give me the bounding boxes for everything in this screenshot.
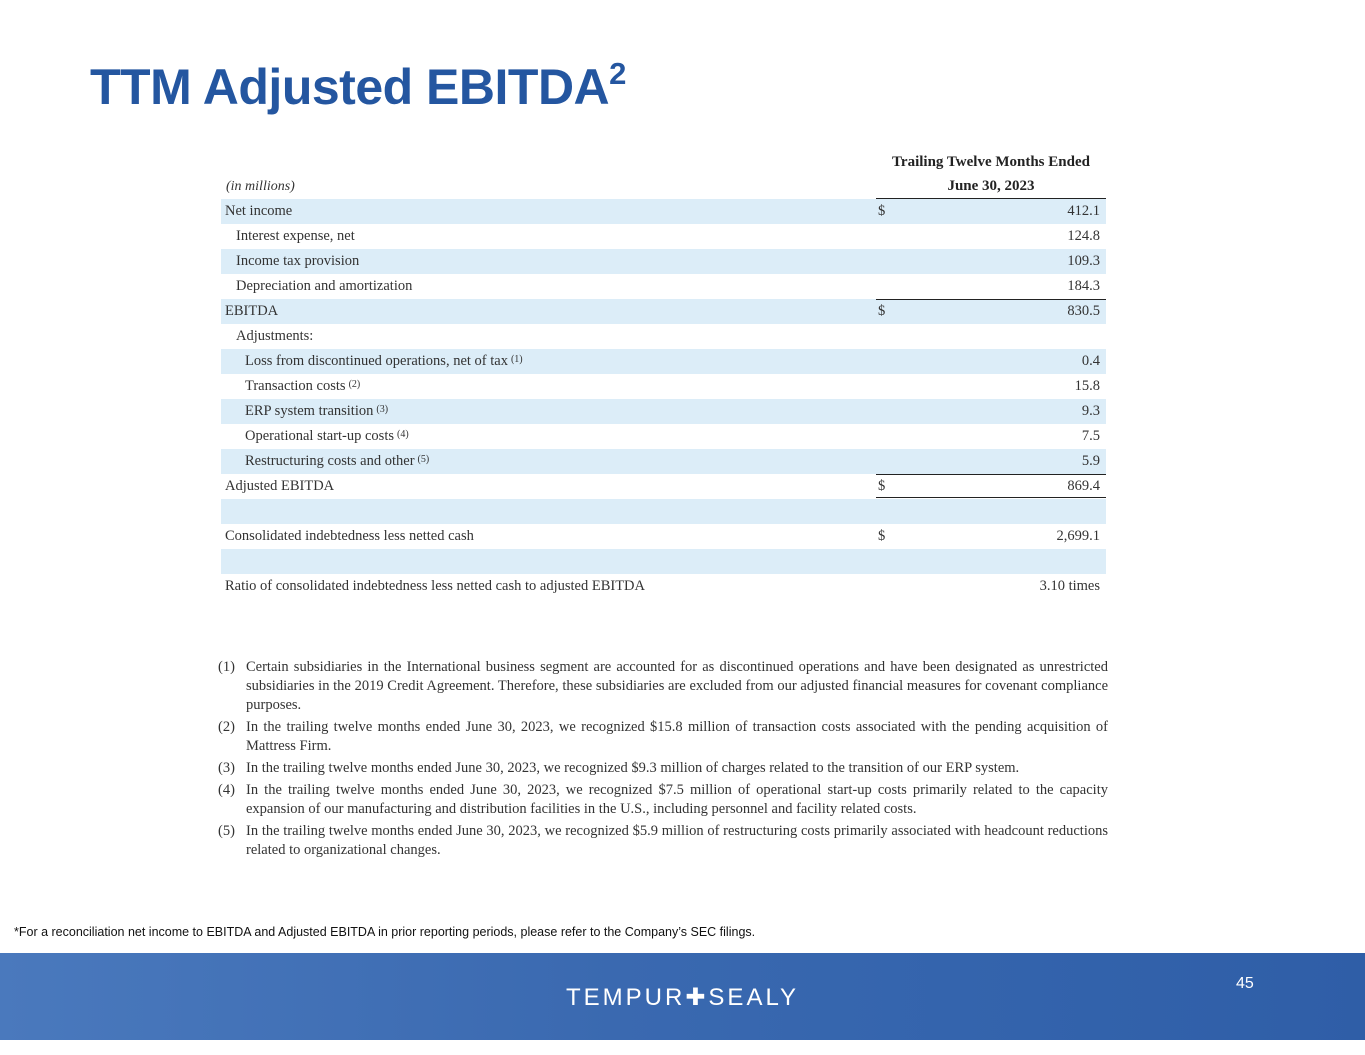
footnote-number: (1)	[218, 659, 235, 675]
logo-text-left: TEMPUR	[565, 984, 686, 1011]
table-row-ebitda	[221, 299, 1106, 324]
footnote-text: In the trailing twelve months ended June 30, 2023, we recognized $5.9 million of restructuring costs primarily associated with headcount reductions related to organizational changes.	[246, 823, 1108, 858]
footnote-item	[218, 822, 1108, 860]
row-label: Depreciation and amortization	[236, 278, 413, 294]
footnote-number: (4)	[218, 782, 235, 798]
table-row-transaction	[221, 374, 1106, 399]
footnote-item	[218, 781, 1108, 819]
total-rule-1	[876, 497, 1106, 498]
row-label: Ratio of consolidated indebtedness less netted cash to adjusted EBITDA	[225, 578, 646, 594]
row-value: 184.3	[1067, 278, 1100, 294]
row-label: Adjusted EBITDA	[225, 478, 335, 494]
footnote-text: In the trailing twelve months ended June 30, 2023, we recognized $7.5 million of operational start-up costs primarily related to the capacity expansion of our manufacturing and distribution facilities in the U.S., including personnel and facility related costs.	[246, 782, 1108, 817]
currency-symbol: $	[878, 528, 886, 544]
row-value: 109.3	[1067, 253, 1100, 269]
logo-text-right: SEALY	[708, 984, 800, 1011]
row-label-text: Transaction costs	[245, 378, 346, 394]
footnote-ref: (4)	[397, 429, 409, 440]
table-row-interest	[221, 224, 1106, 249]
footnotes	[218, 658, 1108, 863]
row-label: Adjustments:	[236, 328, 314, 344]
table-row-adjusted-ebitda	[221, 474, 1106, 499]
page-title	[90, 56, 626, 115]
row-label: Consolidated indebtedness less netted cash	[225, 528, 474, 544]
column-header-date: June 30, 2023	[876, 178, 1106, 199]
footnote-number: (3)	[218, 760, 235, 776]
currency-symbol: $	[878, 203, 886, 219]
row-value: 15.8	[1074, 378, 1100, 394]
row-label	[245, 403, 388, 420]
subtotal-rule	[876, 474, 1106, 475]
row-label-text: Restructuring costs and other	[245, 453, 415, 469]
table-row-ratio	[221, 574, 1106, 599]
row-value: 3.10 times	[1039, 578, 1100, 594]
row-label-text: ERP system transition	[245, 403, 374, 419]
row-label-text: Loss from discontinued operations, net of tax	[245, 353, 508, 369]
footnote-item	[218, 658, 1108, 715]
units-label: (in millions)	[226, 179, 295, 194]
row-label	[245, 378, 360, 395]
row-label: Income tax provision	[236, 253, 360, 269]
table-row-discontinued	[221, 349, 1106, 374]
table-row-spacer	[221, 549, 1106, 574]
row-label: EBITDA	[225, 303, 279, 319]
footnote-ref: (2)	[348, 379, 361, 390]
footnote-text: In the trailing twelve months ended June 30, 2023, we recognized $9.3 million of charges related to the transition of our ERP system.	[246, 760, 1020, 776]
footnote-ref: (3)	[376, 404, 389, 415]
row-value: 412.1	[1067, 203, 1100, 219]
row-value: 830.5	[1067, 303, 1100, 319]
table-row-erp	[221, 399, 1106, 424]
page-number: 45	[1236, 975, 1254, 992]
footnote-text: In the trailing twelve months ended June 30, 2023, we recognized $15.8 million of transaction costs associated with the pending acquisition of Mattress Firm.	[246, 719, 1108, 754]
footnote-ref: (5)	[417, 454, 430, 465]
row-value: 9.3	[1081, 403, 1100, 419]
row-label: Net income	[225, 203, 293, 219]
ebitda-table	[221, 199, 1106, 599]
footnote-number: (2)	[218, 719, 235, 735]
row-value: 124.8	[1067, 228, 1100, 244]
plus-icon: ✚	[685, 984, 709, 1011]
row-value: 0.4	[1081, 353, 1100, 369]
row-label-text: Operational start-up costs	[245, 428, 394, 444]
table-row-adjustments	[221, 324, 1106, 349]
company-logo	[0, 983, 1365, 1012]
row-label	[245, 453, 429, 470]
title-superscript: 2	[609, 56, 626, 91]
footnote-ref: (1)	[510, 354, 523, 365]
table-row-spacer	[221, 499, 1106, 524]
footnote-item	[218, 718, 1108, 756]
subtotal-rule	[876, 299, 1106, 300]
row-label	[245, 428, 409, 445]
footnote-text: Certain subsidiaries in the International business segment are accounted for as discontinued operations and have been designated as unrestricted subsidiaries in the 2019 Credit Agreement. Therefore, these subsidiaries are excluded from our adjusted financial measures for covenant compliance purposes.	[246, 659, 1108, 713]
currency-symbol: $	[878, 478, 886, 494]
table-row-startup	[221, 424, 1106, 449]
footnote-number: (5)	[218, 823, 235, 839]
row-value: 869.4	[1067, 478, 1100, 494]
row-label	[245, 353, 523, 370]
footnote-item	[218, 759, 1108, 778]
row-label: Interest expense, net	[236, 228, 355, 244]
row-value: 2,699.1	[1056, 528, 1100, 544]
table-row-depreciation	[221, 274, 1106, 299]
table-row-net-income	[221, 199, 1106, 224]
table-row-indebtedness	[221, 524, 1106, 549]
row-value: 7.5	[1081, 428, 1100, 444]
table-row-tax	[221, 249, 1106, 274]
table-row-restructuring	[221, 449, 1106, 474]
column-header-period: Trailing Twelve Months Ended	[892, 154, 1090, 170]
row-value: 5.9	[1081, 453, 1100, 469]
disclaimer: *For a reconciliation net income to EBITDA and Adjusted EBITDA in prior reporting periods, please refer to the Company’s SEC filings.	[14, 925, 756, 939]
page-title-text: TTM Adjusted EBITDA	[90, 59, 610, 115]
currency-symbol: $	[878, 303, 886, 319]
